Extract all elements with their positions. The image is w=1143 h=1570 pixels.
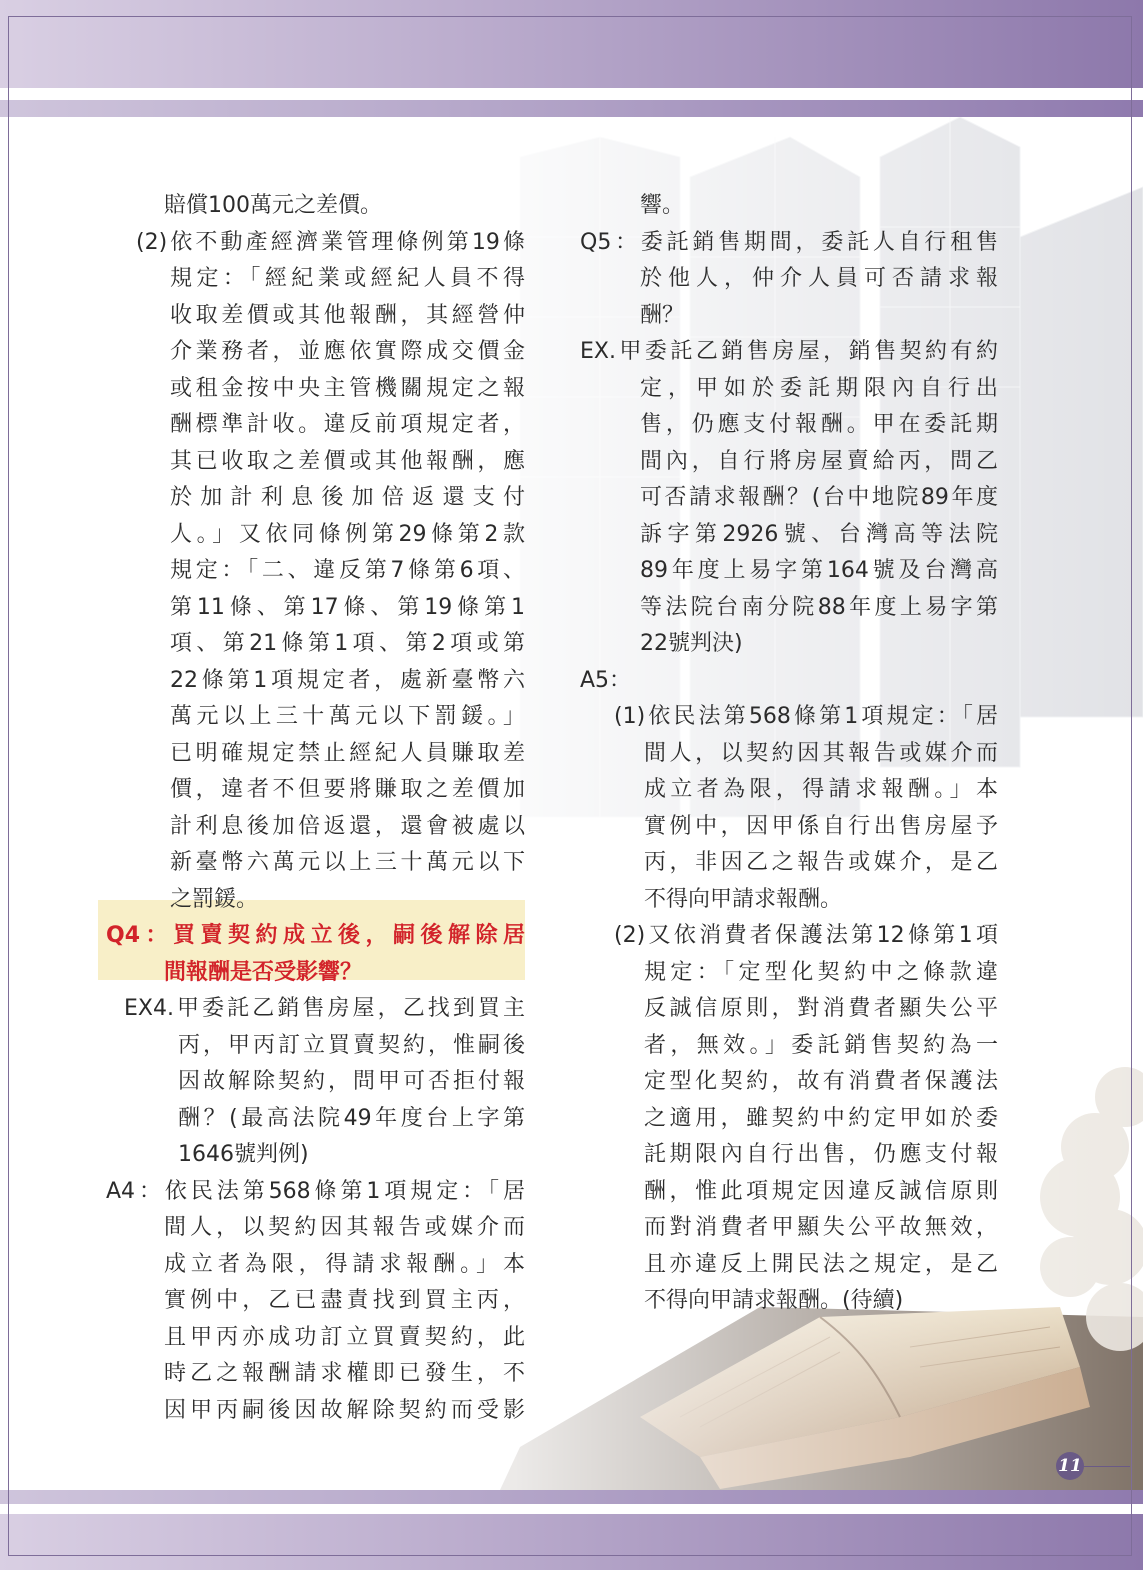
right-column-line [578,991,998,1028]
left-column-line [100,1393,525,1430]
text-line: 介業務者，並應依實際成交價金 [170,339,525,364]
text-line: 成立者為限，得請求報酬。」本 [164,1251,525,1277]
right-column-line [578,298,998,335]
text-line: 酬，惟此項規定因違反誠信原則 [644,1178,998,1204]
left-column-line [100,1174,525,1211]
left-column-line [100,188,525,225]
left-column-line [100,1247,525,1284]
right-column-line [578,261,998,298]
text-line: 價，違者不但要將賺取之差價加 [170,777,525,802]
text-line: 間人，以契約因其報告或媒介而 [164,1215,525,1240]
left-column-line [100,371,525,408]
top-accent-stripe [0,100,1143,117]
text-line: 人。」又依同條例第29條第2款 [170,521,525,547]
text-line: 託期限內自行出售，仍應支付報 [644,1142,998,1167]
right-column-line [578,1210,998,1247]
text-line: EX.甲委託乙銷售房屋，銷售契約有約 [580,339,998,364]
text-line: Q4：買賣契約成立後，嗣後解除居 [106,923,525,948]
text-line: 已明確規定禁止經紀人員賺取差 [170,740,525,766]
text-line: 賠償100萬元之差價。 [164,193,382,218]
text-line: (2)依不動產經濟業管理條例第19條 [136,229,525,255]
left-column-line [100,261,525,298]
text-line: 項、第21條第1項、第2項或第 [170,631,525,656]
left-column-line [100,1320,525,1357]
text-line: 酬標準計收。違反前項規定者， [170,412,525,437]
right-column [578,188,998,1320]
right-column-line [578,371,998,408]
text-line: 收取差價或其他報酬，其經營仲 [170,302,525,328]
left-column-line [100,699,525,736]
left-column-line [100,845,525,882]
left-column-line [100,444,525,481]
left-column-line [100,517,525,554]
right-column-line [578,699,998,736]
right-column-line [578,1064,998,1101]
text-line: 實例中，乙已盡責找到買主丙， [164,1288,525,1313]
right-column-line [578,845,998,882]
text-line: 反誠信原則，對消費者顯失公平 [644,996,998,1021]
right-column-line [578,480,998,517]
text-line: 等法院台南分院88年度上易字第 [640,594,998,620]
right-column-line [578,1137,998,1174]
text-line: 於他人，仲介人員可否請求報 [640,266,998,291]
text-line: 因甲丙嗣後因故解除契約而受影 [164,1397,525,1423]
text-line: 訴字第2926號、台灣高等法院 [640,521,998,547]
left-column-line [100,334,525,371]
text-line: 萬元以上三十萬元以下罰鍰。」 [170,704,525,729]
text-line: (2)又依消費者保護法第12條第1項 [614,923,998,948]
text-line: 間人，以契約因其報告或媒介而 [644,740,998,766]
text-line: 新臺幣六萬元以上三十萬元以下 [170,850,525,875]
text-line: EX4.甲委託乙銷售房屋，乙找到買主 [124,996,525,1021]
left-column-line [100,590,525,627]
text-line: 22條第1項規定者，處新臺幣六 [170,667,525,693]
left-column-line [100,663,525,700]
right-column-line [578,225,998,262]
left-column-line [100,991,525,1028]
text-line: 酬？ [640,302,685,328]
right-column-line [578,1247,998,1284]
bottom-accent-stripe [0,1490,1143,1504]
text-line: 不得向甲請求報酬。 [644,886,843,912]
right-column-line [578,188,998,225]
text-line: 或租金按中央主管機關規定之報 [170,375,525,401]
left-column-line [100,1283,525,1320]
text-line: (1)依民法第568條第1項規定：「居 [614,704,998,729]
left-column-line [100,553,525,590]
left-column-line [100,882,525,919]
left-column-line [100,626,525,663]
text-line: 不得向甲請求報酬。(待續) [644,1288,904,1313]
text-line: 成立者為限，得請求報酬。」本 [644,777,998,802]
left-column-line [100,225,525,262]
text-line: 之罰鍰。 [170,886,259,912]
right-column-line [578,444,998,481]
right-column-line [578,918,998,955]
left-column-line [100,736,525,773]
text-line: 其已收取之差價或其他報酬，應 [170,448,525,474]
right-column-line [578,882,998,919]
text-line: 1646號判例) [178,1142,309,1167]
right-column-line [578,809,998,846]
text-line: 丙，甲丙訂立買賣契約，惟嗣後 [178,1032,525,1058]
text-line: Q5：委託銷售期間，委託人自行租售 [580,229,998,255]
top-header-band [0,0,1143,88]
text-line: 89年度上易字第164號及台灣高 [640,558,998,583]
text-line: 可否請求報酬？(台中地院89年度 [640,485,998,510]
text-line: 之適用，雖契約中約定甲如於委 [644,1105,998,1131]
text-line: 時乙之報酬請求權即已發生，不 [164,1361,525,1386]
text-line: 規定：「定型化契約中之條款違 [644,959,998,985]
left-column-line [100,809,525,846]
left-column-line [100,407,525,444]
left-column-line [100,1210,525,1247]
left-column-line [100,1137,525,1174]
left-column-line [100,298,525,335]
text-line: 售，仍應支付報酬。甲在委託期 [640,412,998,437]
text-line: 因故解除契約，問甲可否拒付報 [178,1069,525,1094]
page-number: 11 [1056,1452,1084,1480]
text-line: 響。 [640,193,685,218]
text-line: A4：依民法第568條第1項規定：「居 [106,1178,525,1204]
text-line: 酬？(最高法院49年度台上字第 [178,1105,525,1131]
right-column-line [578,1028,998,1065]
text-line: 於加計利息後加倍返還支付 [170,485,525,510]
left-column [100,188,525,1429]
right-column-line [578,626,998,663]
left-column-line [100,1028,525,1065]
right-column-line [578,553,998,590]
right-column-line [578,736,998,773]
right-column-line [578,955,998,992]
text-line: 間報酬是否受影響？ [164,959,363,985]
text-line: 且亦違反上開民法之規定，是乙 [644,1251,998,1277]
text-line: 且甲丙亦成功訂立買賣契約，此 [164,1324,525,1350]
text-line: 實例中，因甲係自行出售房屋予 [644,813,998,839]
text-line: 計利息後加倍返還，還會被處以 [170,813,525,839]
right-column-line [578,663,998,700]
right-column-line [578,1174,998,1211]
right-column-line [578,517,998,554]
left-column-line [100,480,525,517]
text-line: 第11條、第17條、第19條第1 [170,594,525,620]
text-line: 定型化契約，故有消費者保護法 [644,1069,998,1094]
left-column-line [100,1101,525,1138]
text-line: 定，甲如於委託期限內自行出 [640,375,998,401]
left-column-line [100,1064,525,1101]
left-column-line [100,772,525,809]
text-line: 規定：「經紀業或經紀人員不得 [170,266,525,291]
text-line: 而對消費者甲顯失公平故無效， [644,1215,998,1240]
right-column-line [578,1101,998,1138]
left-column-line [100,918,525,955]
text-line: A5： [580,667,632,693]
left-column-line [100,955,525,992]
text-line: 規定：「二、違反第7條第6項、 [170,558,525,583]
left-column-line [100,1356,525,1393]
right-column-line [578,1283,998,1320]
right-column-line [578,772,998,809]
text-line: 丙，非因乙之報告或媒介，是乙 [644,850,998,875]
right-column-line [578,407,998,444]
text-line: 間內，自行將房屋賣給丙，問乙 [640,448,998,474]
text-line: 者，無效。」委託銷售契約為一 [644,1032,998,1058]
text-line: 22號判決) [640,631,743,656]
right-column-line [578,590,998,627]
bottom-footer-band [0,1514,1143,1570]
right-column-line [578,334,998,371]
